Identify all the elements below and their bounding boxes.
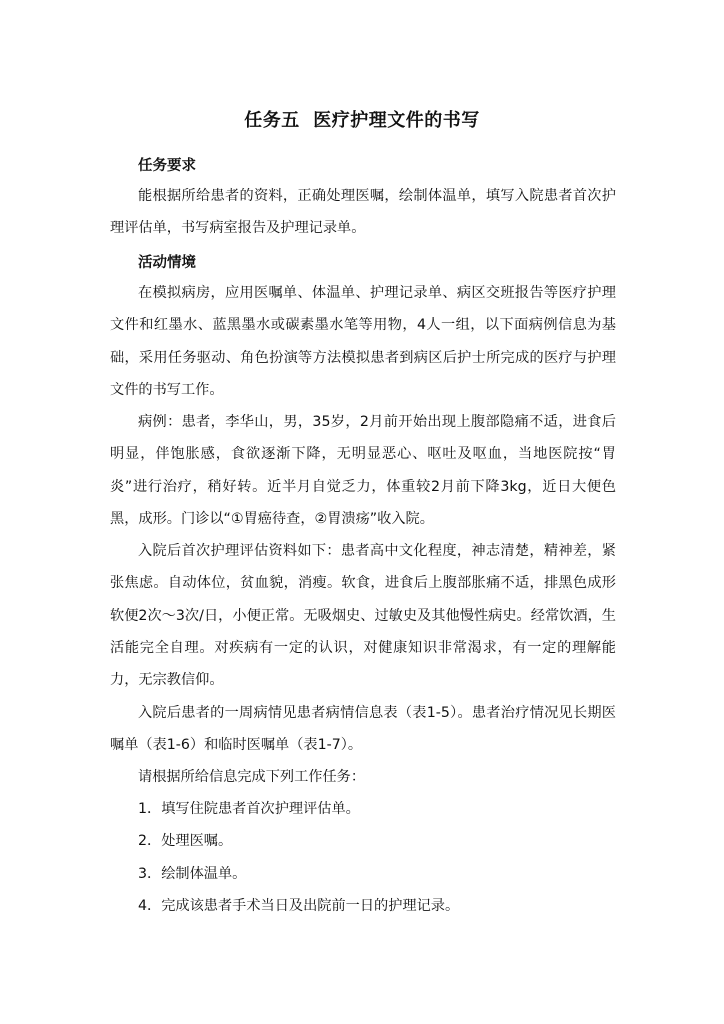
list-item: 1．填写住院患者首次护理评估单。: [138, 801, 360, 817]
section-heading-requirements: 任务要求: [138, 158, 196, 174]
list-item: 2．处理医嘱。: [138, 833, 233, 850]
assessment-paragraph: 入院后首次护理评估资料如下：患者高中文化程度，神志清楚，精神差，紧张焦虑。自动体位，贫血貌，消瘦。软食，进食后上腹部胀痛不适，排黑色成形软便2次～3次/日，小便正常。无吸烟史、过敏史及其他慢性病史。经常饮酒，生活能完全自理。对疾病有一定的认识，对健康知识非常渴求，有一定的理解能力，无宗教信仰。: [110, 543, 616, 689]
case-paragraph: 病例：患者，李华山，男，35岁，2月前开始出现上腹部隐痛不适，进食后明显，伴饱胀感，食欲逐渐下降，无明显恶心、呕吐及呕血，当地医院按“胃炎”进行治疗，稍好转。近半月自觉乏力，体重较2月前下降3kg，近日大便色黑，成形。门诊以“①胃癌待查，②胃溃疡”收入院。: [110, 414, 616, 527]
list-item: 3．绘制体温单。: [138, 865, 247, 882]
page-title: 任务五 医疗护理文件的书写: [244, 110, 480, 131]
condition-paragraph: 入院后患者的一周病情见患者病情信息表（表1-5）。患者治疗情况见长期医嘱单（表1-6）和临时医嘱单（表1-7）。: [110, 705, 616, 754]
task-list: [138, 793, 618, 922]
section-heading-scenario: 活动情境: [138, 255, 196, 271]
list-item: 4．完成该患者手术当日及出院前一日的护理记录。: [138, 897, 460, 914]
instruction-paragraph: 请根据所给信息完成下列工作任务：: [138, 769, 366, 785]
scenario-paragraph: 在模拟病房，应用医嘱单、体温单、护理记录单、病区交班报告等医疗护理文件和红墨水、蓝黑墨水或碳素墨水笔等用物，4人一组，以下面病例信息为基础，采用任务驱动、角色扮演等方法模拟患者到病区后护士所完成的医疗与护理文件的书写工作。: [110, 285, 616, 398]
requirements-paragraph: 能根据所给患者的资料，正确处理医嘱，绘制体温单，填写入院患者首次护理评估单，书写病室报告及护理记录单。: [110, 188, 616, 237]
